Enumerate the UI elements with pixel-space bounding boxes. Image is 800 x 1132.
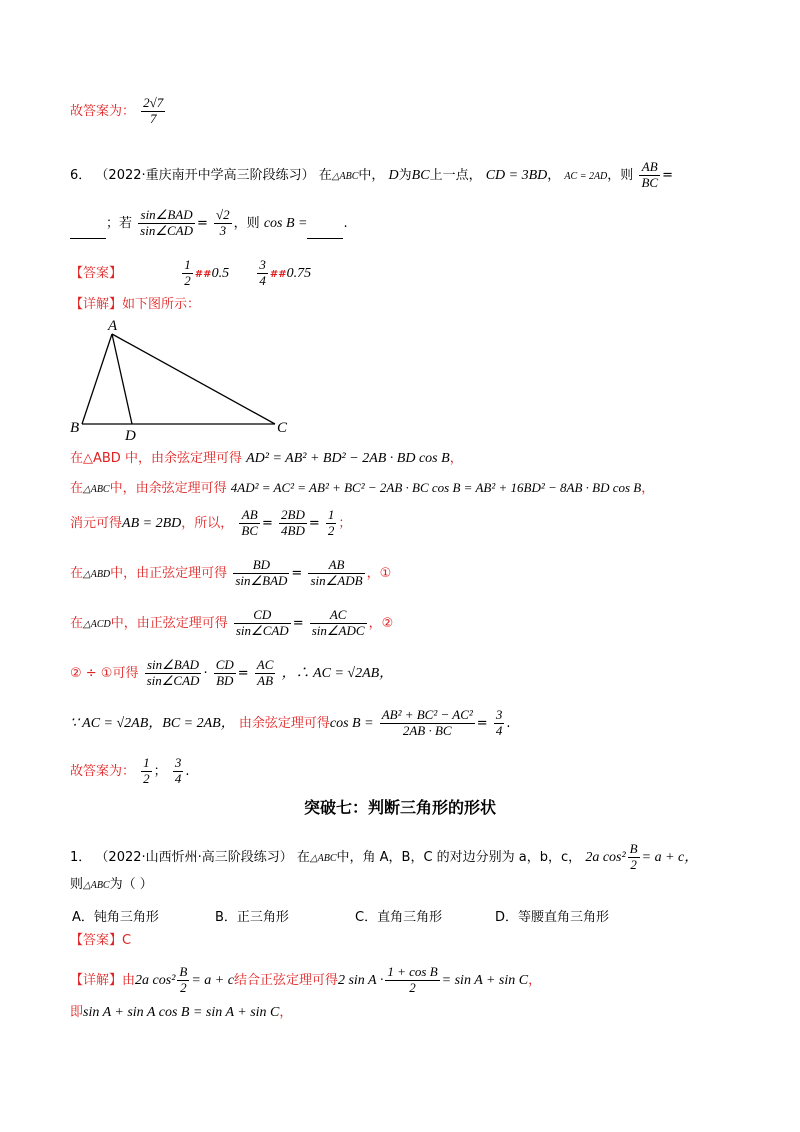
q6-text: 中， — [358, 167, 385, 183]
option-c[interactable]: C．直角三角形 — [355, 910, 443, 925]
detail-label: 【详解】 — [70, 297, 123, 312]
detail-math: sin A + sin A cos B = sin A + sin C — [83, 1005, 280, 1020]
q6-line-2: ；若 $\frac{\text{sin∠BAD}}{\text{sin∠CAD}}$ = $\frac{√2}{3}$ ，则 cos B = . — [70, 208, 348, 239]
option-d[interactable]: D．等腰直角三角形 — [495, 910, 610, 925]
option-a[interactable]: A．钝角三角形 — [72, 910, 159, 925]
detail-math: = sin A + sin C — [441, 972, 529, 988]
detail-text: 即 — [70, 1005, 84, 1020]
detail-triangle: △ABC — [83, 484, 110, 495]
q6-text: ；若 — [106, 215, 133, 231]
q1-line-1 — [70, 842, 698, 873]
detail-fraction: $\frac{AB}{BC}$ — [241, 507, 259, 538]
detail-text: 由 — [122, 972, 136, 988]
detail-fraction: $\frac{AC}{\text{sin∠ADC}}$ — [311, 607, 365, 638]
detail-text: ； — [338, 515, 352, 531]
q6-condition-2: AC = 2AD — [564, 170, 608, 182]
q6-ratio-fraction: $\frac{AB}{BC}$ — [641, 159, 659, 190]
detail-text: 消元可得 — [70, 515, 123, 531]
detail-fraction: $\frac{3}{4}$ — [495, 707, 503, 738]
detail-line-2 — [70, 481, 654, 495]
section-title: 突破七：判断三角形的形状 — [303, 798, 496, 817]
detail-fraction: $\frac{B}{2}$ — [179, 964, 188, 995]
detail-fraction: $\frac{\text{1 + cos B}}{2}$ — [387, 964, 438, 995]
detail-label: 【详解】 — [70, 972, 123, 988]
detail-math: ，∴ AC = √2AB， — [281, 665, 394, 681]
side-ab — [82, 334, 112, 424]
q1-detail-line-1 — [70, 965, 541, 996]
option-b[interactable]: B．正三角形 — [215, 910, 289, 925]
q1-condition: 2a cos² — [585, 849, 626, 865]
q1-answer: 【答案】C — [70, 933, 132, 948]
q6-text: 在 — [318, 167, 332, 183]
detail-fraction: $\frac{1}{2}$ — [327, 507, 335, 538]
q6-condition-1: CD = 3BD — [485, 167, 548, 183]
q6-blank-1 — [70, 238, 106, 239]
detail-triangle: △ACD — [83, 618, 111, 630]
detail-fraction: $\frac{\text{AB² + BC² − AC²}}{2AB \cdot BC}$ — [381, 707, 473, 738]
detail-math: 2a cos² — [135, 972, 176, 988]
detail-text: ， — [279, 1005, 293, 1020]
detail-text: ，① — [366, 565, 392, 581]
detail-text: ； — [153, 763, 167, 779]
detail-line-4: 在△ABD中，由正弦定理可得 $\frac{BD}{\text{sin∠BAD}}$ = $\frac{AB}{\text{sin∠ADB}}$ ，① — [70, 557, 392, 588]
q6-blank-2 — [307, 238, 343, 239]
q1-text: 中，角 A，B，C 的对边分别为 a，b，c， — [336, 849, 582, 865]
detail-line-1 — [70, 452, 463, 466]
detail-final-answer — [70, 756, 189, 787]
q6-cosb: cos B = — [263, 215, 308, 231]
q6-sqrt-fraction: $\frac{√2}{3}$ — [216, 207, 230, 238]
detail-fraction: $\frac{\text{sin∠BAD}}{\text{sin∠CAD}}$ — [146, 657, 200, 688]
q6-detail-intro — [70, 298, 200, 311]
detail-intro-text: 如下图所示： — [122, 297, 201, 312]
q6-text: ，则 — [607, 167, 634, 183]
q6-period: . — [343, 215, 348, 231]
q6-equals: = — [662, 167, 673, 183]
side-ac — [112, 334, 275, 424]
detail-text: 故答案为： — [70, 763, 136, 779]
q6-text: ，则 — [233, 215, 260, 231]
q1-line-2 — [70, 878, 153, 891]
q6-answer-value-1: 0.5 — [211, 265, 230, 281]
q6-number: 6． — [70, 167, 92, 183]
detail-fraction: $\frac{3}{4}$ — [174, 755, 182, 786]
detail-text: ， — [449, 451, 463, 466]
q6-answer-label: 【答案】 — [70, 265, 123, 281]
detail-text: 中，由余弦定理可得 — [109, 481, 227, 496]
detail-text: ② ÷ ①可得 — [70, 665, 139, 681]
detail-text: . — [506, 715, 511, 731]
detail-text: ， — [641, 481, 655, 496]
detail-text: . — [185, 763, 190, 779]
q1-triangle: △ABC — [309, 852, 337, 864]
detail-fraction: $\frac{AC}{AB}$ — [256, 657, 274, 688]
detail-text: ，② — [368, 615, 394, 631]
detail-fraction: $\frac{2BD}{4BD}$ — [281, 507, 305, 538]
q1-triangle: △ABC — [83, 880, 110, 891]
q1-text: 在 — [296, 849, 310, 865]
detail-math: AB = 2BD — [122, 515, 182, 531]
prev-answer-line — [70, 96, 167, 127]
detail-text: ， — [528, 972, 542, 988]
prev-answer-fraction: $\frac{2√7}{7}$ — [143, 95, 164, 126]
detail-fraction: $\frac{CD}{BD}$ — [215, 657, 234, 688]
segment-ad — [112, 334, 132, 424]
detail-line-6: ② ÷ ①可得 $\frac{\text{sin∠BAD}}{\text{sin∠CAD}}$ · $\frac{CD}{BD}$ = $\frac{AC}{AB}$ ，∴ AC = √2AB， — [70, 657, 394, 688]
q6-answer-line — [70, 258, 311, 289]
detail-fraction: $\frac{1}{2}$ — [143, 755, 150, 786]
q1-detail-line-2 — [70, 1006, 292, 1020]
vertex-c-label: C — [277, 420, 288, 436]
q1-condition-fraction: $\frac{B}{2}$ — [629, 841, 638, 872]
q6-point-d: D — [388, 167, 399, 183]
detail-math: 4AD² = AC² = AB² + BC² − 2AB · BC cos B = AB² + 16BD² − 8AB · BD cos B — [230, 480, 642, 495]
detail-line-5: 在△ACD中，由正弦定理可得 $\frac{CD}{\text{sin∠CAD}}$ = $\frac{AC}{\text{sin∠ADC}}$ ，② — [70, 607, 394, 638]
detail-math: = a + c — [191, 972, 234, 988]
q6-answer-value-2: 0.75 — [286, 265, 312, 281]
detail-math: 2 sin A · — [337, 972, 384, 988]
q6-segment: BC — [411, 167, 430, 183]
detail-text: 在 — [70, 565, 84, 581]
q6-text: 上一点， — [429, 167, 482, 183]
detail-fraction: $\frac{BD}{\text{sin∠BAD}}$ — [235, 557, 288, 588]
detail-fraction: $\frac{AB}{\text{sin∠ADB}}$ — [310, 557, 363, 588]
q6-answer-sep: ## — [269, 268, 287, 280]
q6-source: （2022·重庆南开中学高三阶段练习） — [95, 167, 315, 183]
vertex-b-label: B — [70, 420, 80, 436]
detail-text: 在 — [70, 481, 84, 496]
q1-text: 则 — [70, 877, 84, 892]
detail-text: 在△ABD 中，由余弦定理可得 — [70, 451, 242, 466]
q6-answer-frac-2: $\frac{3}{4}$ — [259, 257, 266, 288]
vertex-a-label: A — [108, 318, 118, 334]
q6-text: 为 — [398, 167, 412, 183]
triangle-figure — [70, 316, 310, 442]
q1-text: 为（ ） — [109, 877, 153, 892]
q1-source: （2022·山西忻州·高三阶段练习） — [95, 849, 293, 865]
detail-math: cos B = — [329, 715, 374, 731]
detail-triangle: △ABD — [83, 568, 111, 580]
q6-triangle: △ABC — [331, 170, 359, 182]
detail-math: ∵ AC = √2AB，BC = 2AB， — [70, 715, 235, 731]
detail-text: 中，由正弦定理可得 — [110, 565, 228, 581]
q6-line-1: 6． （2022·重庆南开中学高三阶段练习） 在△ABC中， D为BC上一点， CD = 3BD， AC = 2AD，则 $\frac{AB}{BC}$ = — [70, 159, 673, 190]
detail-fraction: $\frac{CD}{\text{sin∠CAD}}$ — [235, 607, 289, 638]
detail-line-3: 消元可得AB = 2BD，所以， $\frac{AB}{BC}$ = $\frac{2BD}{4BD}$ = $\frac{1}{2}$ ； — [70, 507, 352, 538]
prev-answer-label: 故答案为： — [70, 103, 136, 119]
q6-answer-sep: ## — [194, 268, 212, 280]
detail-text: 由余弦定理可得 — [238, 715, 330, 731]
detail-text: ，所以， — [181, 515, 234, 531]
detail-text: 在 — [70, 615, 84, 631]
point-d-label: D — [125, 428, 136, 442]
detail-line-7: ∵ AC = √2AB，BC = 2AB， 由余弦定理可得cos B = $\frac{\text{AB² + BC² − AC²}}{2AB \cdot BC}$ = $\frac{3}{4}$ . — [70, 707, 511, 738]
q6-sin-ratio: $\frac{\text{sin∠BAD}}{\text{sin∠CAD}}$ — [140, 207, 193, 238]
detail-text: 结合正弦定理可得 — [233, 972, 338, 988]
q1-number: 1． — [70, 849, 92, 865]
q6-answer-frac-1: $\frac{1}{2}$ — [184, 257, 191, 288]
detail-math: AD² = AB² + BD² − 2AB · BD cos B — [246, 451, 450, 466]
detail-text: 中，由正弦定理可得 — [110, 615, 228, 631]
q1-condition-rhs: = a + c， — [641, 849, 699, 865]
